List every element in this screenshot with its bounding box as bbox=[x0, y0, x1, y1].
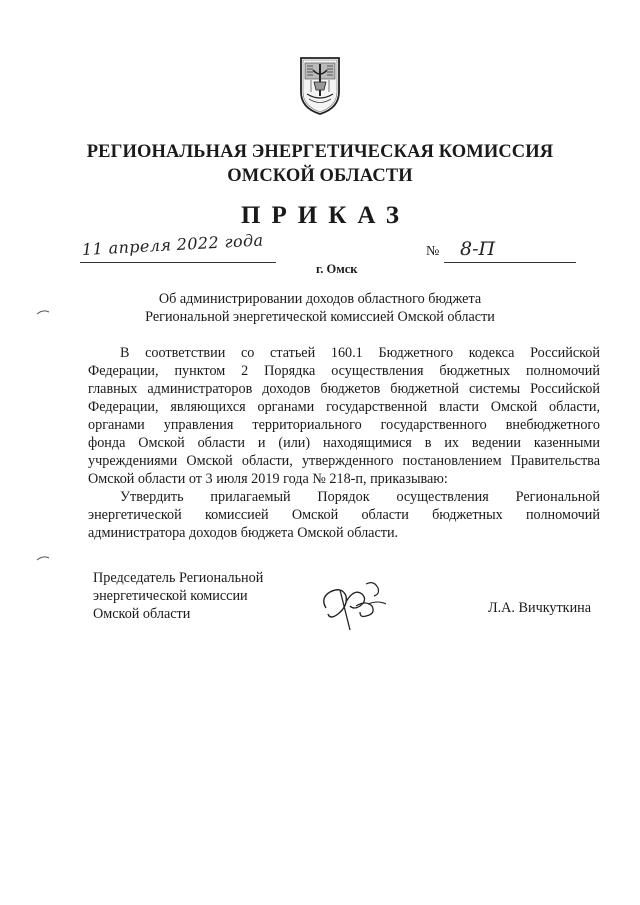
body-line: энергетической комиссией Омской области бюджетных полномочий bbox=[88, 507, 600, 523]
signatory-name: Л.А. Вичкуткина bbox=[488, 600, 592, 616]
coat-of-arms-icon bbox=[297, 52, 343, 116]
body-line: фонда Омской области и (или) находящимися в их ведении казенными bbox=[88, 435, 600, 451]
signatory-title-line: энергетической комиссии bbox=[93, 588, 248, 604]
organization-name-line2: ОМСКОЙ ОБЛАСТИ bbox=[227, 166, 413, 186]
margin-mark bbox=[36, 308, 50, 316]
body-line: учреждениями Омской области, утвержденного постановлением Правительства bbox=[88, 453, 600, 469]
body-line: В соответствии со статьей 160.1 Бюджетного кодекса Российской bbox=[120, 345, 600, 361]
subject-line2: Региональной энергетической комиссией Омской области bbox=[145, 309, 495, 325]
body-line: Федерации, являющихся органами государственной власти Омской области, bbox=[88, 399, 600, 415]
signatory-title-line: Омской области bbox=[93, 606, 191, 622]
body-line: Федерации, пунктом 2 Порядка осуществления бюджетных полномочий bbox=[88, 363, 600, 379]
subject-line1: Об администрировании доходов областного бюджета bbox=[158, 291, 482, 307]
body-line: органами управления территориального государственного внебюджетного bbox=[88, 417, 600, 433]
body-line: главных администраторов доходов бюджетов бюджетной системы Российской bbox=[88, 381, 600, 397]
body-line: Утвердить прилагаемый Порядок осуществления Региональной bbox=[120, 489, 600, 505]
margin-mark bbox=[36, 554, 50, 562]
body-line: администратора доходов бюджета Омской области. bbox=[88, 525, 399, 541]
handwritten-signature bbox=[316, 574, 396, 638]
number-sign: № bbox=[426, 244, 440, 259]
city-label: г. Омск bbox=[316, 262, 358, 276]
date-underline bbox=[80, 262, 276, 263]
body-line: Омской области от 3 июля 2019 года № 218-п, приказываю: bbox=[88, 471, 448, 487]
number-underline bbox=[444, 262, 576, 263]
handwritten-date: 11 апреля 2022 года bbox=[81, 230, 264, 259]
signatory-title-line: Председатель Региональной bbox=[93, 570, 264, 586]
handwritten-number: 8-П bbox=[460, 238, 496, 260]
organization-name-line1: РЕГИОНАЛЬНАЯ ЭНЕРГЕТИЧЕСКАЯ КОМИССИЯ bbox=[86, 142, 554, 162]
document-type-title: ПРИКАЗ bbox=[241, 202, 410, 229]
